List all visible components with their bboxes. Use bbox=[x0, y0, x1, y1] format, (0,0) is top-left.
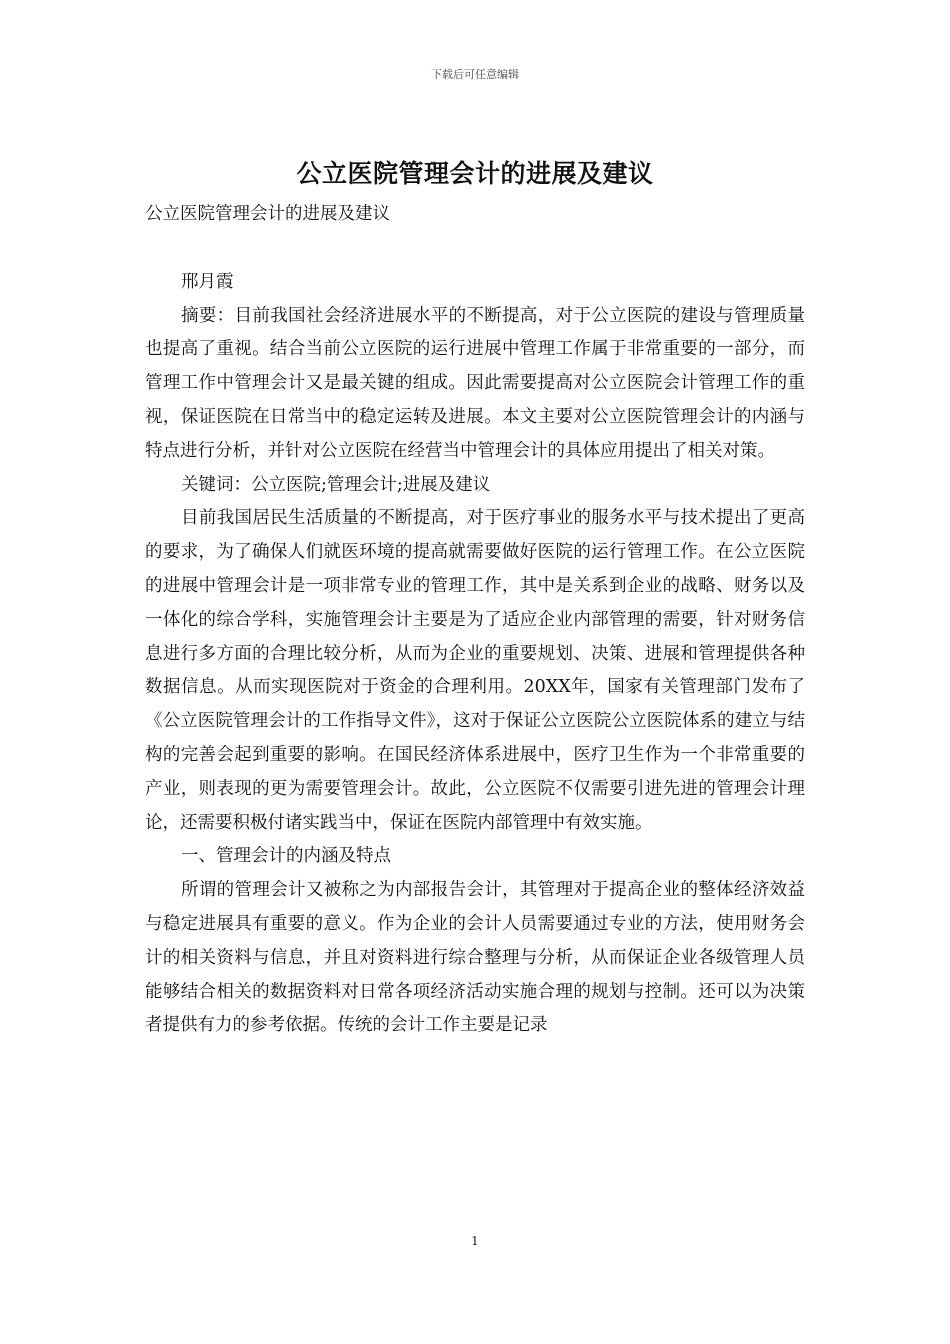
document-title: 公立医院管理会计的进展及建议 bbox=[296, 159, 654, 188]
section-paragraph: 所谓的管理会计又被称之为内部报告会计，其管理对于提高企业的整体经济效益与稳定进展具有重要的意义。作为企业的会计人员需要通过专业的方法，使用财务会计的相关资料与信息，并且对资料进行综合整理与分析，从而保证企业各级管理人员能够结合相关的数据资料对日常各项经济活动实施合理的规划与控制。还可以为决策者提供有力的参考依据。传统的会计工作主要是记录 bbox=[145, 880, 805, 1036]
header-note: 下载后可任意编辑 bbox=[431, 68, 519, 81]
document-subtitle: 公立医院管理会计的进展及建议 bbox=[145, 204, 390, 224]
page-number: 1 bbox=[471, 1234, 479, 1248]
section-heading: 一、管理会计的内涵及特点 bbox=[181, 846, 391, 867]
intro-paragraph: 目前我国居民生活质量的不断提高，对于医疗事业的服务水平与技术提出了更高的要求，为了确保人们就医环境的提高就需要做好医院的运行管理工作。在公立医院的进展中管理会计是一项非常专业的管理工作，其中是关系到企业的战略、财务以及一体化的综合学科，实施管理会计主要是为了适应企业内部管理的需要，针对财务信息进行多方面的合理比较分析，从而为企业的重要规划、决策、进展和管理提供各种数据信息。从而实现医院对于资金的合理利用。20XX年，国家有关管理部门发布了《公立医院管理会计的工作指导文件》，这对于保证公立医院公立医院体系的建立与结构的完善会起到重要的影响。在国民经济体系进展中，医疗卫生作为一个非常重要的产业，则表现的更为需要管理会计。故此，公立医院不仅需要引进先进的管理会计理论，还需要积极付诸实践当中，保证在医院内部管理中有效实施。 bbox=[145, 508, 805, 833]
keywords-line: 关键词：公立医院;管理会计;进展及建议 bbox=[181, 474, 491, 495]
blank-line bbox=[145, 232, 805, 266]
abstract-paragraph: 摘要：目前我国社会经济进展水平的不断提高，对于公立医院的建设与管理质量也提高了重视。结合当前公立医院的运行进展中管理工作属于非常重要的一部分，而管理工作中管理会计又是最关键的组成。因此需要提高对公立医院会计管理工作的重视，保证医院在日常当中的稳定运转及进展。本文主要对公立医院管理会计的内涵与特点进行分析，并针对公立医院在经营当中管理会计的具体应用提出了相关对策。 bbox=[145, 305, 805, 461]
document-body bbox=[145, 198, 805, 1043]
author-name: 邢月霞 bbox=[181, 271, 234, 292]
